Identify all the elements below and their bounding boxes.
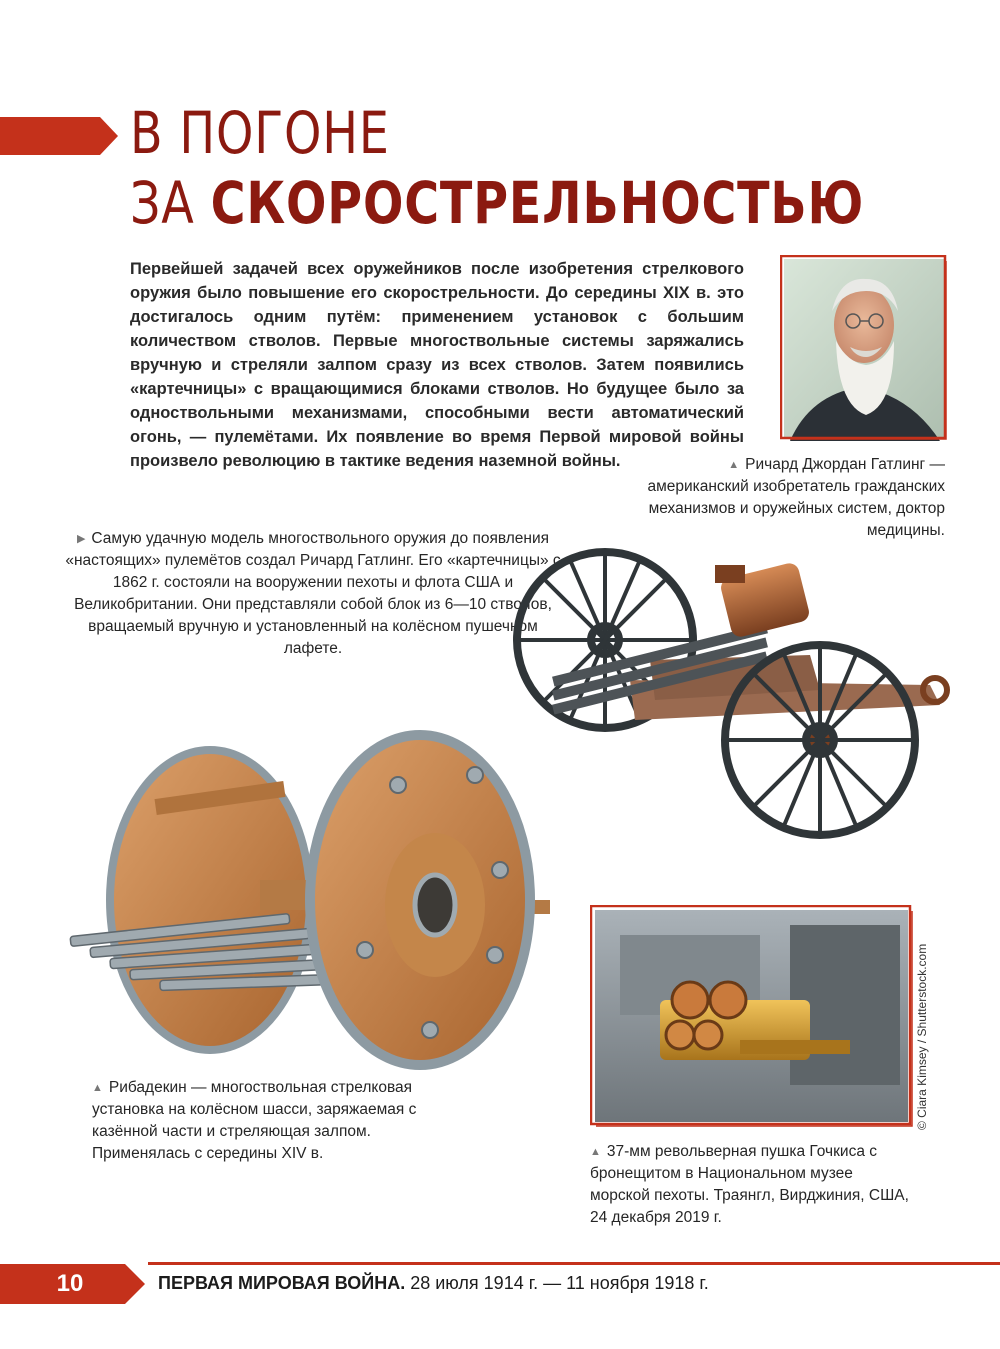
footer-dates: 28 июля 1914 г. — 11 ноября 1918 г. xyxy=(410,1273,709,1293)
triangle-up-icon: ▲ xyxy=(728,459,740,471)
gatling-portrait-photo xyxy=(780,255,948,441)
gatling-gun-illustration xyxy=(510,540,960,870)
page-title-line1: В ПОГОНЕ xyxy=(130,99,390,167)
caption-ribadequin xyxy=(92,1077,432,1165)
intro-paragraph: Первейшей задачей всех оружейников после изобретения стрелкового оружия было повышение его скорострельности. До середины XIX в. это достигалось одним путём: применением установок с большим количеством стволов. Первые многоствольные системы заряжались вручную и стреляли залпом сразу из всех стволов. Затем появились «картечницы» с вращающимися блоками стволов. Но будущее было за одноствольными механизмами, способными вести автоматический огонь, — пулемётами. Их появление во время Первой мировой войны произвело революцию в тактике ведения наземной войны. xyxy=(130,260,744,470)
title-arrow-decoration xyxy=(0,117,118,155)
ribadequin-illustration xyxy=(60,720,560,1070)
caption-text: 37-мм револьверная пушка Гочкиса с бронещитом в Национальном музее морской пехоты. Траянгл, Вирджиния, США, 24 декабря 2019 г. xyxy=(590,1143,909,1226)
caption-text: Самую удачную модель многоствольного оружия до появления «настоящих» пулемётов создал Ричард Гатлинг. Его «картечницы» с 1862 г. состояли на вооружении пехоты и флота США и Великобритании. Они представляли собой блок из 6—10 стволов, вращаемый вручную и установленный на колёсном пушечном лафете. xyxy=(65,530,561,657)
triangle-up-icon: ▲ xyxy=(92,1082,103,1094)
photo-credit: © Ciara Kimsey / Shutterstock.com xyxy=(915,943,929,1130)
caption-gatling-portrait xyxy=(640,454,945,542)
triangle-up-icon: ▲ xyxy=(590,1146,601,1158)
footer-title-bold: ПЕРВАЯ МИРОВАЯ ВОЙНА. xyxy=(158,1273,406,1293)
footer-rule xyxy=(148,1262,1000,1265)
caption-gatling-gun xyxy=(60,528,566,660)
title-bold: СКОРОСТРЕЛЬНОСТЬЮ xyxy=(210,169,865,237)
title-prefix: ЗА xyxy=(130,169,195,237)
page-number: 10 xyxy=(56,1270,84,1297)
caption-hotchkiss xyxy=(590,1141,910,1229)
hotchkiss-gun-photo xyxy=(590,905,913,1127)
caption-text: Рибадекин — многоствольная стрелковая установка на колёсном шасси, заряжаемая с казённой части и стреляющая залпом. Применялась с середины XIV в. xyxy=(92,1079,417,1162)
caption-text: Ричард Джордан Гатлинг — американский изобретатель гражданских механизмов и оружейных систем, доктор медицины. xyxy=(647,456,945,539)
triangle-right-icon: ▶ xyxy=(76,533,86,545)
footer-running-title xyxy=(158,1273,709,1294)
page-title-line2 xyxy=(130,170,864,236)
